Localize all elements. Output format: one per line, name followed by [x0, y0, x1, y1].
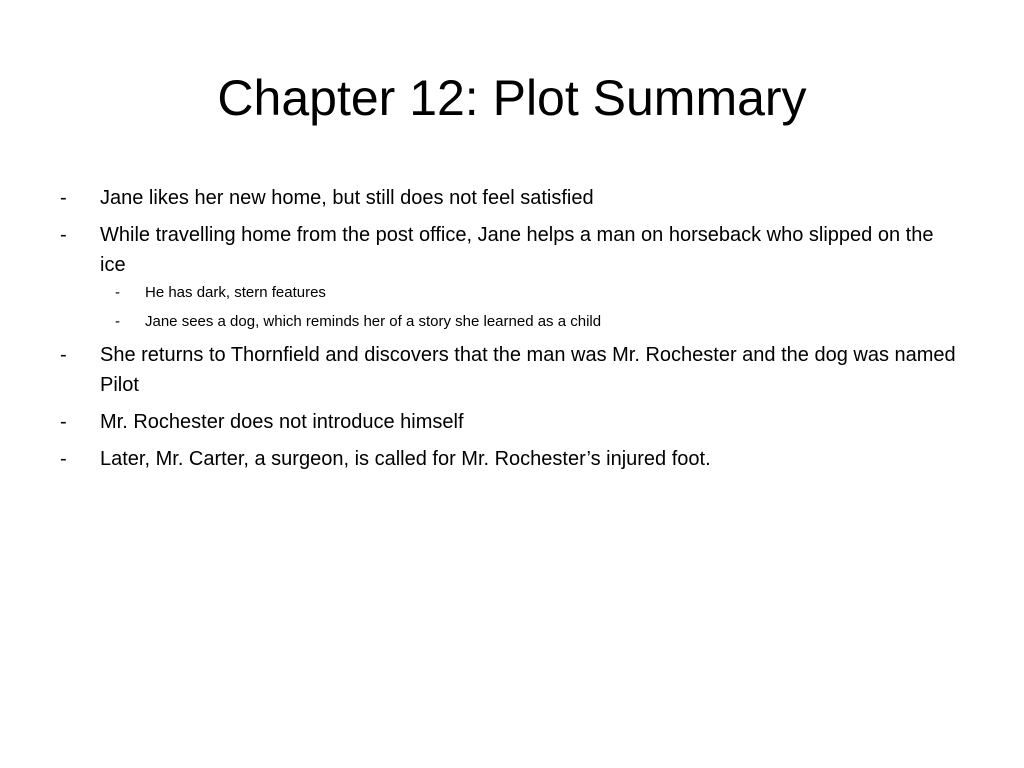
bullet-marker: - — [60, 344, 67, 366]
sub-bullet-text: Jane sees a dog, which reminds her of a story she learned as a child — [145, 313, 602, 330]
bullet-text: She returns to Thornfield and discovers that the man was Mr. Rochester and the dog was named Pilot — [100, 344, 956, 396]
sub-bullet-text: He has dark, stern features — [145, 284, 326, 301]
sub-bullet-list — [100, 282, 956, 333]
bullet-item — [56, 407, 956, 437]
bullet-text: While travelling home from the post office, Jane helps a man on horseback who slipped on the ice — [100, 224, 934, 276]
bullet-marker: - — [60, 411, 67, 433]
bullet-item — [56, 340, 956, 400]
bullet-marker: - — [60, 224, 67, 246]
bullet-marker: - — [60, 187, 67, 209]
slide-title: Chapter 12: Plot Summary — [217, 70, 807, 126]
sub-bullet-marker: - — [115, 313, 120, 330]
bullet-item — [56, 220, 956, 333]
bullet-item — [56, 444, 956, 474]
sub-bullet-item — [100, 311, 956, 333]
bullet-text: Later, Mr. Carter, a surgeon, is called for Mr. Rochester’s injured foot. — [100, 448, 711, 470]
bullet-marker: - — [60, 448, 67, 470]
bullet-text: Mr. Rochester does not introduce himself — [100, 411, 464, 433]
sub-bullet-item — [100, 282, 956, 304]
bullet-list — [56, 183, 956, 481]
bullet-text: Jane likes her new home, but still does not feel satisfied — [100, 187, 594, 209]
bullet-item — [56, 183, 956, 213]
sub-bullet-marker: - — [115, 284, 120, 301]
